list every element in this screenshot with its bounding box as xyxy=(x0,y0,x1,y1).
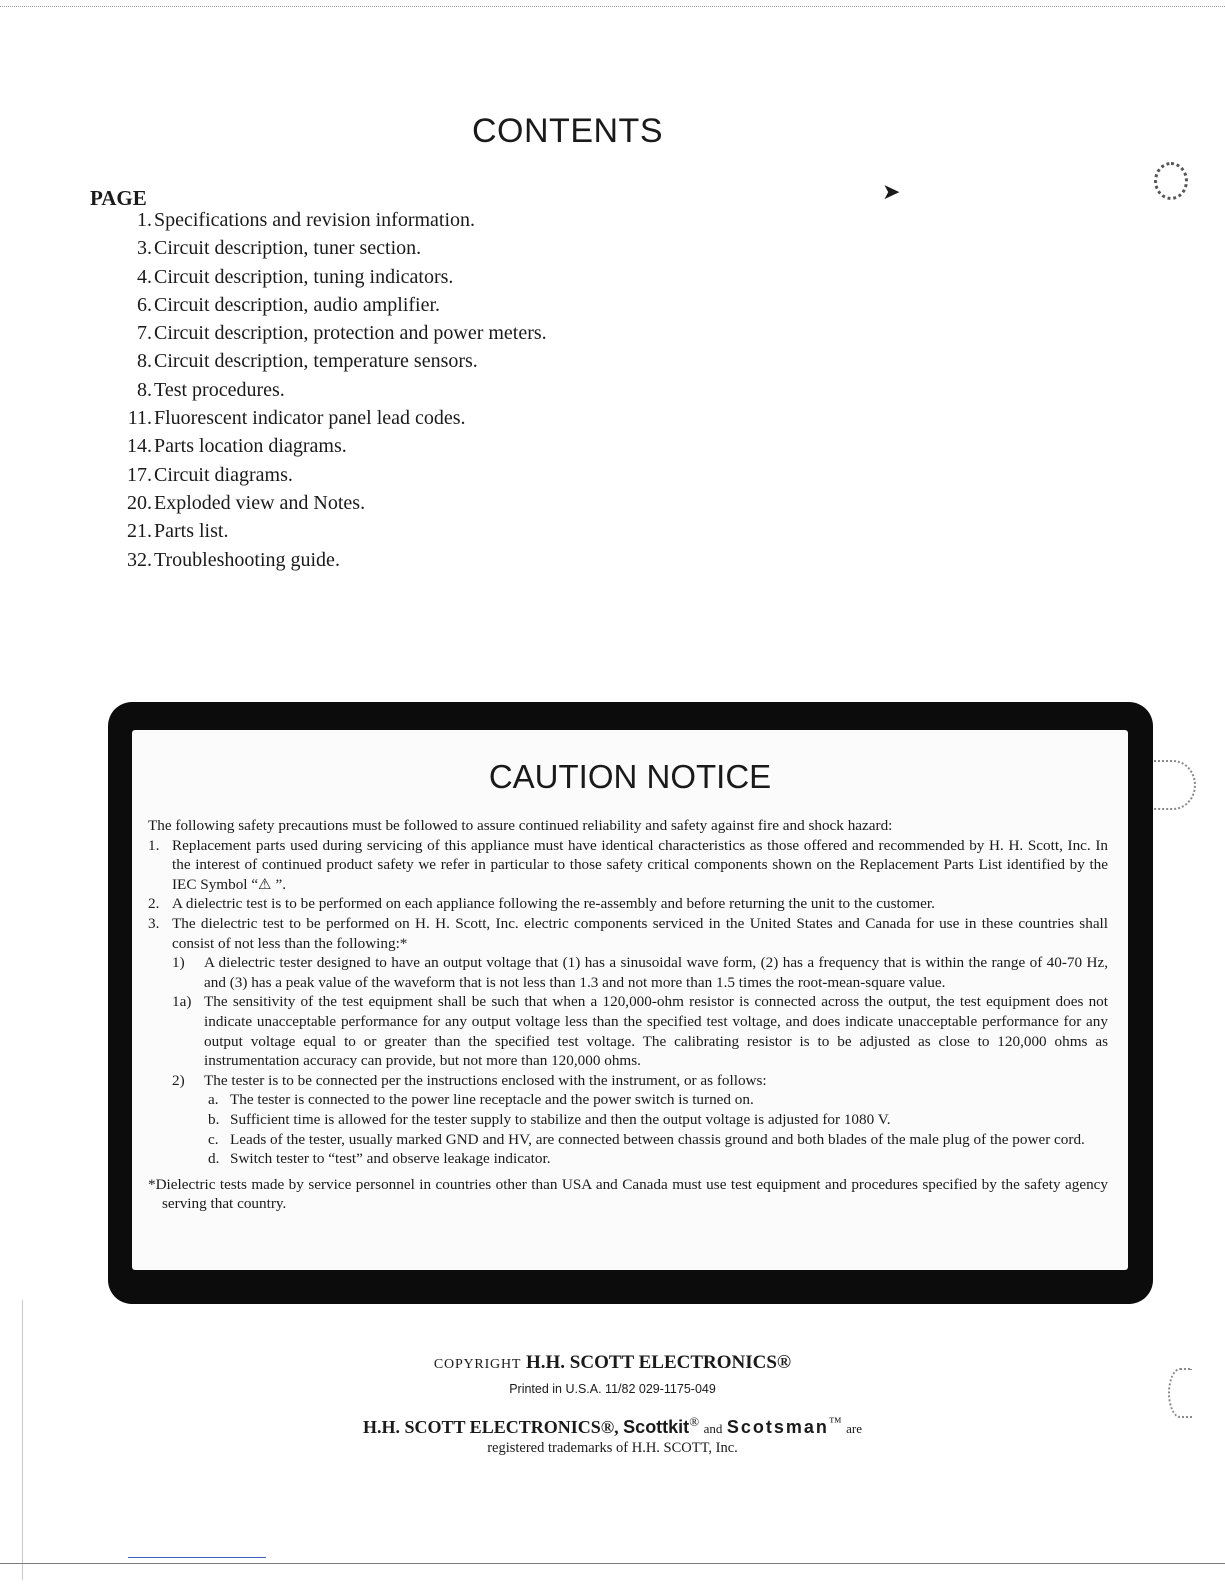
caution-item-text: Leads of the tester, usually marked GND and HV, are connected between chassis ground and both blades of the male plug of the power cord. xyxy=(230,1130,1085,1148)
toc-entry xyxy=(102,404,547,432)
caution-item-number: 1a) xyxy=(172,993,192,1011)
caution-item-text: A dielectric tester designed to have an output voltage that (1) has a sinusoidal wave form, (2) has a frequency that is within the range of 40-70 Hz, and (3) has a peak value of the waveform that is not less than 1.3 and not more than 1.5 times the root-mean-square value. xyxy=(204,954,1108,991)
toc-page-number: 11. xyxy=(127,407,152,430)
print-info: Printed in U.S.A. 11/82 029-1175-049 xyxy=(509,1382,716,1396)
caution-item-number: b. xyxy=(208,1110,220,1128)
toc-label: Circuit description, temperature sensors. xyxy=(154,350,478,373)
scan-bottom-line xyxy=(128,1557,266,1558)
caution-item-number: a. xyxy=(208,1091,219,1109)
caution-item xyxy=(148,992,1108,1070)
toc-entry xyxy=(102,517,547,545)
copyright-line xyxy=(0,1352,1225,1374)
brand-scottkit: Scottkit xyxy=(623,1417,690,1437)
toc-entry xyxy=(102,546,547,574)
caution-item-text: The dielectric test to be performed on H. H. Scott, Inc. electric components serviced in the United States and Canada for use in these countries shall consist of not less than the following:* xyxy=(172,914,1108,952)
toc-label: Parts location diagrams. xyxy=(154,435,347,458)
toc-label: Troubleshooting guide. xyxy=(154,548,340,571)
toc-page-number: 14. xyxy=(127,435,152,458)
trademark-company: H.H. SCOTT ELECTRONICS®, xyxy=(362,1417,619,1437)
caution-item-number: c. xyxy=(208,1130,219,1148)
binder-hole-icon xyxy=(1150,760,1196,810)
caution-item-number: 3. xyxy=(148,914,160,932)
caution-item xyxy=(148,1071,1108,1091)
brand-scotsman-mark: ™ xyxy=(828,1414,842,1429)
caution-item xyxy=(148,1149,1108,1169)
caution-item-text: Sufficient time is allowed for the tester supply to stabilize and then the output voltage is adjusted for 1080 V. xyxy=(230,1110,891,1128)
toc-page-number: 8. xyxy=(137,350,152,373)
caution-item-text: The tester is to be connected per the instructions enclosed with the instrument, or as follows: xyxy=(204,1071,767,1089)
caution-item-text: The tester is connected to the power line receptacle and the power switch is turned on. xyxy=(230,1091,754,1109)
caution-items xyxy=(148,836,1108,1169)
company-name: H.H. SCOTT ELECTRONICS® xyxy=(525,1352,792,1373)
toc-label: Fluorescent indicator panel lead codes. xyxy=(154,407,466,430)
toc-entry xyxy=(102,347,547,375)
arrow-mark-icon: ➤ xyxy=(882,180,901,205)
toc-page-number: 21. xyxy=(127,520,152,543)
toc-entry xyxy=(102,206,547,234)
toc-page-number: 20. xyxy=(127,491,152,514)
toc-entry xyxy=(102,291,547,319)
table-of-contents xyxy=(102,206,547,574)
caution-item xyxy=(148,1110,1108,1130)
caution-item xyxy=(148,1130,1108,1150)
caution-item xyxy=(148,836,1108,895)
contents-title: CONTENTS xyxy=(472,112,663,150)
brand-scottkit-mark: ® xyxy=(689,1414,700,1429)
toc-label: Circuit description, tuner section. xyxy=(154,237,422,260)
caution-intro: The following safety precautions must be followed to assure continued reliability and safety against fire and shock hazard: xyxy=(148,817,893,834)
toc-entry xyxy=(102,376,547,404)
toc-page-number: 6. xyxy=(137,293,152,316)
caution-item xyxy=(148,1090,1108,1110)
trademark-are: are xyxy=(846,1421,863,1436)
toc-entry xyxy=(102,461,547,489)
copyright-label: COPYRIGHT xyxy=(433,1357,522,1372)
caution-body xyxy=(148,816,1108,1214)
toc-entry xyxy=(102,263,547,291)
caution-item-text: A dielectric test is to be performed on each appliance following the re-assembly and before returning the unit to the customer. xyxy=(172,895,935,913)
toc-page-number: 1. xyxy=(137,209,152,231)
caution-footnote: *Dielectric tests made by service personnel in countries other than USA and Canada must use test equipment and procedures specified by the safety agency serving that country. xyxy=(148,1175,1108,1213)
scan-bottom-edge xyxy=(0,1563,1225,1564)
caution-notice-panel xyxy=(132,730,1128,1270)
toc-entry xyxy=(102,234,547,262)
toc-page-number: 32. xyxy=(127,548,152,571)
toc-label: Specifications and revision information. xyxy=(154,209,476,231)
caution-item xyxy=(148,894,1108,914)
toc-page-number: 3. xyxy=(137,237,152,260)
registered-trademarks-line: registered trademarks of H.H. SCOTT, Inc. xyxy=(487,1440,738,1456)
toc-page-number: 4. xyxy=(137,265,152,288)
caution-item-text: Replacement parts used during servicing of this appliance must have identical characteristics as those offered and recommended by H. H. Scott, Inc. In the interest of continued product safety we refer in particular to those safety critical components shown on the Replacement Parts List identified by the IEC Symbol “⚠ ”. xyxy=(172,836,1108,893)
toc-label: Circuit description, tuning indicators. xyxy=(154,265,454,288)
brand-scotsman: Scotsman xyxy=(726,1417,829,1437)
binder-hole-icon xyxy=(1154,162,1188,200)
toc-entry xyxy=(102,432,547,460)
toc-label: Test procedures. xyxy=(154,378,285,401)
caution-item-text: Switch tester to “test” and observe leakage indicator. xyxy=(230,1150,551,1168)
toc-label: Circuit description, protection and power meters. xyxy=(154,322,547,345)
scan-top-edge xyxy=(0,6,1225,7)
caution-item-number: 1. xyxy=(148,836,160,854)
caution-item-number: d. xyxy=(208,1150,220,1168)
trademark-and: and xyxy=(703,1421,723,1436)
trademark-line xyxy=(0,1414,1225,1438)
toc-entry xyxy=(102,489,547,517)
caution-title: CAUTION NOTICE xyxy=(488,758,772,795)
toc-page-number: 17. xyxy=(127,463,152,486)
toc-page-number: 7. xyxy=(137,322,152,345)
caution-item xyxy=(148,914,1108,953)
caution-item-number: 2) xyxy=(172,1071,185,1089)
caution-item-number: 2. xyxy=(148,895,160,913)
page-column-heading: PAGE xyxy=(90,186,147,210)
toc-label: Circuit diagrams. xyxy=(154,463,293,486)
caution-item-text: The sensitivity of the test equipment shall be such that when a 120,000-ohm resistor is connected across the output, the test equipment does not indicate unacceptable performance for any output voltage less than the specified test voltage, and does indicate unacceptable performance for any output voltage equal to or greater than the specified test voltage. The calibrating resistor is to be adjusted as close to 120,000 ohms as instrumentation accuracy can provide, but not more than 120,000 ohms. xyxy=(204,993,1108,1070)
toc-page-number: 8. xyxy=(137,378,152,401)
toc-label: Circuit description, audio amplifier. xyxy=(154,293,441,316)
toc-label: Exploded view and Notes. xyxy=(154,491,366,514)
footer xyxy=(0,1352,1225,1457)
caution-item xyxy=(148,953,1108,992)
caution-notice-box xyxy=(108,702,1153,1304)
toc-label: Parts list. xyxy=(154,520,229,543)
toc-entry xyxy=(102,319,547,347)
caution-item-number: 1) xyxy=(172,954,185,972)
